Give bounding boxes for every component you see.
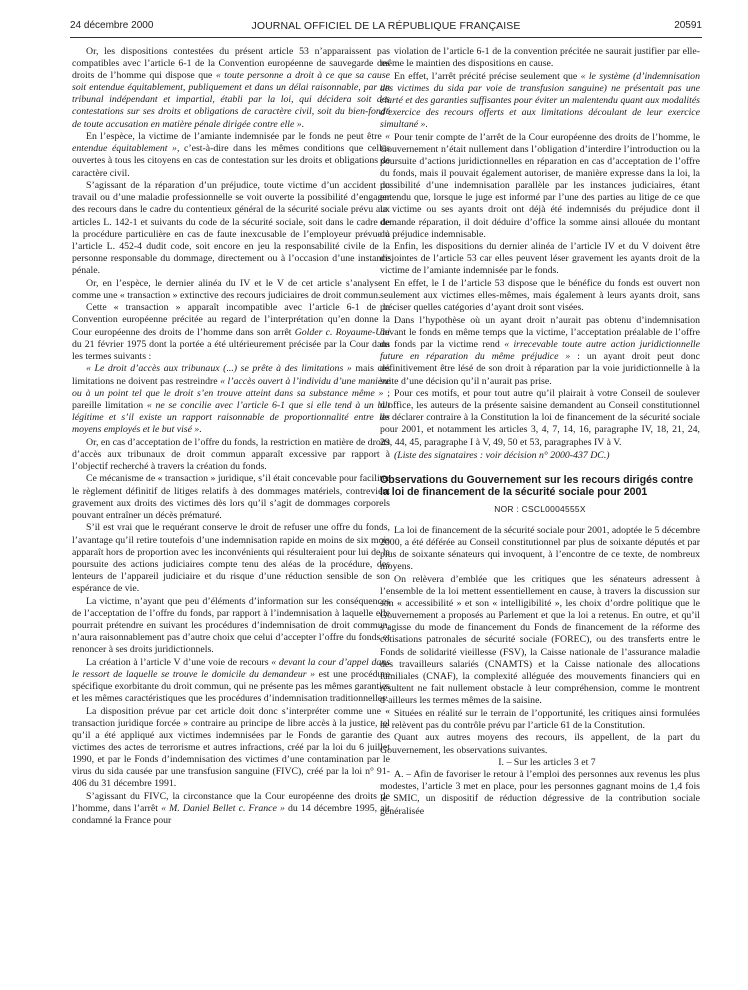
text-run: du 21 février 1975 dont la portée a été ultérieurement précisée par la Cour dans les termes suivants :	[72, 338, 390, 362]
paragraph	[72, 363, 390, 436]
text-run: S’agissant de la réparation d’un préjudice, toute victime d’un accident du travail ou d’une maladie professionnelle se voit ouverte la possibilité d’engager des recours dans le cadre du contentieux général de la sécurité sociale prévu aux articles L. 142-1 et suivants du code de la sécurité sociale, soit dans le cadre de la procédure particulière en cas de faute inexcusable de l’employeur prévue à l’article L. 452-4 dudit code, soit encore en jeu la responsabilité civile de la personne responsable du dommage, directement ou à l’occasion d’une instance pénale.	[72, 180, 390, 276]
paragraph	[380, 574, 700, 707]
text-run: Ce mécanisme de « transaction » juridique, s’il était concevable pour faciliter le règlement définitif de litiges relatifs à des dommages matériels, contrevient gravement aux droits des victimes dès lors qu’il s’agit de dommages corporels pouvant entraîner un décès prématuré.	[72, 473, 390, 521]
italic-quote: « entendue équitablement »	[72, 131, 390, 155]
header-rule	[70, 37, 702, 38]
text-run: Dans l’hypothèse où un ayant droit n’aurait pas obtenu d’indemnisation devant le fonds en même temps que la victime, l’acceptation préalable de l’offre du fonds par la victime rend	[380, 315, 700, 351]
left-column	[72, 46, 390, 976]
paragraph	[380, 525, 700, 573]
text-run: Situées en réalité sur le terrain de l’opportunité, les critiques ainsi formulées ne relèvent pas du contrôle prévu par l’article 61 de la Constitution.	[380, 707, 700, 731]
text-run: Pour ces motifs, et pour tout autre qu’il plairait à votre Conseil de soulever d’office, les auteurs de la présente saisine demandent au Conseil constitutionnel de déclarer contraire à la Constitution la loi de financement de la sécurité sociale pour 2001, et notamment les articles 3, 4, 7, 14, 16, paragraphe IV, 18, 21, 24, 29, 44, 45, paragraphe I à V, 49, 50 et 53, paragraphes IV à V.	[380, 388, 700, 448]
paragraph	[72, 278, 390, 302]
text-run: La création à l’article V d’une voie de recours	[86, 656, 272, 668]
text-run: du 14 décembre 1995, ait condamné la France pour	[72, 802, 390, 827]
text-run: En effet, l’arrêt précité précise seulement que	[394, 70, 581, 82]
italic-quote: « toute personne a droit à ce que sa cause soit entendue équitablement, publiquement et dans un délai raisonnable, par un tribunal indépendant et impartial, établi par la loi, qui décidera soit des contestations sur ses droits et obligations de caractère civil, soit du bien-fondé de toute accusation en matière pénale dirigée contre elle ».	[72, 70, 390, 130]
text-run: : un ayant droit peut donc définitivement être lésé de son droit à réparation par la voie juridictionnelle à la suite d’une décision qu’il n’aurait pas prise.	[380, 351, 700, 387]
nor-reference: NOR : CSCL0004555X	[494, 503, 586, 514]
italic-quote: « Le droit d’accès aux tribunaux (...) se prête à des limitations »	[86, 363, 352, 375]
text-run: Pour tenir compte de l’arrêt de la Cour européenne des droits de l’homme, le Gouvernement n’était nullement dans l’obligation d’interdire l’introduction ou la poursuite d’actions juridictionnelles en réparation en cas d’acceptation de l’offre du fonds, mais il pouvait également autoriser, de manière expresse dans la loi, la possibilité d’une indemnisation parallèle par les instances judiciaires, étant entendu que, lorsque le juge est informé par l’une des parties au litige de ce que la victime ou ses ayants droit ont déjà été indemnisés du préjudice dont il demande réparation, il doit déduire d’office la somme ainsi allouée du montant du préjudice indemnisable.	[380, 131, 700, 240]
italic-quote: « devant la cour d’appel dans le ressort de laquelle se trouve le domicile du demandeur »	[72, 656, 390, 680]
text-run: mais ces limitations ne doivent pas restreindre	[72, 363, 390, 387]
italic-quote: « l’accès ouvert à l’individu d’une manière ou à un point tel que le droit s’en trouve atteint dans sa substance même »	[72, 375, 390, 399]
right-paragraphs-bottom	[380, 525, 700, 757]
text-run: violation de l’article 6-1 de la convention précitée ne saurait justifier par elle-même le maintien des dispositions en cause.	[380, 46, 700, 70]
text-run: ; pareille limitation	[72, 387, 390, 411]
paragraph	[380, 132, 700, 241]
paragraph	[380, 46, 700, 70]
text-run: est une procédure spécifique exorbitante du droit commun, qui ne présente pas les mêmes garanties et les mêmes caractéristiques que les procédures d’indemnisation traditionnelles.	[72, 668, 390, 704]
left-paragraphs	[72, 46, 390, 827]
text-run: En l’espèce, la victime de l’amiante indemnisée par le fonds ne peut être	[86, 131, 386, 143]
paragraph	[72, 791, 390, 827]
text-run: S’il est vrai que le requérant conserve le droit de refuser une offre du fonds, l’avantage qu’il retire toutefois d’une indemnisation rapide en moins de six mois apparaît hors de proportion avec les inconvénients qui résulteraient pour lui de la poursuite des actions judiciaires compte tenu des aléas de la procédure, des lenteurs de l’appareil judiciaire et du risque d’une réduction sensible de son espérance de vie.	[72, 522, 390, 594]
text-run: On relèvera d’emblée que les critiques que les sénateurs adressent à l’ensemble de la loi mettent essentiellement en cause, à travers la discussion sur son « accessibilité » et son « intelligibilité », les choix d’ordre politique que le Gouvernement a proposés au Parlement et que la loi a retenus. En outre, et qu’il s’agisse du mode de financement du Fonds de financement de la réforme des cotisations patronales de sécurité sociale (FOREC), ou des transferts entre le Fonds de solidarité vieillesse (FSV), la Caisse nationale de l’assurance maladie des travailleurs salariés (CNAMTS) et la Caisse nationale des allocations familiales (CNAF), la complexité alléguée des mouvements financiers qui en résultent ne fait nullement obstacle à leur compréhension, comme le montrent d’ailleurs les termes mêmes de la saisine.	[380, 574, 700, 706]
italic-quote: « le système (d’indemnisation des victimes du sida par voie de transfusion sanguine) ne présentait pas une clarté et des garanties suffisantes pour éviter un malentendu quant aux modalités d’exercice des recours offerts et aux limitations découlant de leur exercice simultané ».	[380, 70, 700, 131]
header-journal-title: JOURNAL OFFICIEL DE LA RÉPUBLIQUE FRANÇAISE	[251, 20, 521, 32]
paragraph	[72, 706, 390, 791]
paragraph	[72, 596, 390, 656]
text-run: Or, en l’espèce, le dernier alinéa du IV et le V de cet article s’analysent comme une « transaction » extinctive des recours judiciaires de droit commun.	[72, 277, 390, 301]
right-paragraphs-top	[380, 46, 700, 449]
text-run: S’agissant du FIVC, la circonstance que la Cour européenne des droits de l’homme, dans l’arrêt	[72, 790, 390, 814]
text-run: La victime, n’ayant que peu d’éléments d’information sur les conséquences de l’acceptation de l’offre du fonds, par rapport à l’indemnisation à laquelle elle pourrait prétendre en suivant les procédures d’indemnisation de droit commun, n’aura raisonnablement pas d’autre choix que celui d’accepter l’offre du fonds et renoncer à ses droits juridictionnels.	[72, 595, 390, 655]
header-date: 24 décembre 2000	[70, 20, 154, 31]
paragraph	[380, 241, 700, 277]
header-page-number: 20591	[674, 20, 702, 31]
italic-quote: « ne se concilie avec l’article 6-1 que si elle tend à un but légitime et s’il existe un rapport raisonnable de proportionnalité entre les moyens employés et le but visé ».	[72, 399, 390, 435]
text-run: La disposition prévue par cet article doit donc s’interpréter comme une « transaction juridique forcée » contraire au principe de libre accès à la justice, tel qu’il a été appliqué aux victimes indemnisées par le Fonds de garantie des victimes des actes de terrorisme et autres infractions, créé par la loi du 6 juillet 1990, et par le Fonds d’indemnisation des victimes d’une contamination par le virus du sida causée par une transfusion sanguine (FIVC), créé par la loi n° 91-406 du 31 décembre 1991.	[72, 705, 390, 790]
italic-quote: « M. Daniel Bellet c. France »	[161, 802, 285, 814]
paragraph	[72, 302, 390, 362]
paragraph	[72, 473, 390, 521]
text-run: Cette « transaction » apparaît incompatible avec l’article 6-1 de la Convention européenne précitée au regard de l’interprétation qu’en donne la Cour européenne des droits de l’homme dans son arrêt	[72, 302, 390, 338]
text-run: Quant aux autres moyens des recours, ils appellent, de la part du Gouvernement, les observations suivantes.	[380, 732, 700, 756]
paragraph	[380, 71, 700, 131]
text-run: , c’est-à-dire dans les mêmes conditions que celles ouvertes à tous les citoyens en cas de contestation sur les droits et obligations de caractère civil.	[72, 143, 390, 179]
paragraph	[72, 657, 390, 705]
paragraph	[380, 278, 700, 314]
subheading: I. – Sur les articles 3 et 7	[498, 756, 596, 768]
paragraph	[380, 732, 700, 756]
paragraph	[72, 522, 390, 595]
text-run: Or, en cas d’acceptation de l’offre du fonds, la restriction en matière de droits d’accès aux tribunaux de droit commun apparaît excessive par rapport à l’objectif recherché à travers la création du fonds.	[72, 436, 390, 472]
text-run: Enfin, les dispositions du dernier alinéa de l’article IV et du V doivent être disjointes de l’article 53 car elles peuvent léser gravement les ayants droit de la victime de l’amiante indemnisée par le fonds.	[380, 241, 700, 277]
paragraph	[72, 180, 390, 277]
paragraph	[380, 388, 700, 448]
final-paragraph: A. – Afin de favoriser le retour à l’emploi des personnes aux revenus les plus modestes, l’article 3 met en place, pour les personnes gagnant moins de 1,4 fois le SMIC, un dispositif de réduction dégressive de la contribution sociale généralisée	[380, 769, 700, 817]
paragraph	[72, 46, 390, 131]
paragraph	[380, 315, 700, 388]
signatories-text: (Liste des signataires : voir décision n° 2000-437 DC.)	[394, 449, 610, 461]
italic-quote: « irrecevable toute autre action juridictionnelle future en réparation du même préjudice »	[380, 339, 700, 363]
paragraph	[72, 131, 390, 179]
right-column	[380, 46, 700, 976]
text-run: Or, les dispositions contestées du présent article 53 n’apparaissent pas compatibles avec l’article 6-1 de la Convention européenne de sauvegarde des droits de l’homme qui dispose que	[72, 46, 390, 82]
section-title: Observations du Gouvernement sur les recours dirigés contre la loi de financement de la sécurité sociale pour 2001	[380, 473, 694, 499]
text-run: La loi de financement de la sécurité sociale pour 2001, adoptée le 5 décembre 2000, a été déférée au Conseil constitutionnel par plus de soixante députés et par plus de soixante sénateurs qui invoquent, à l’encontre de ce texte, de nombreux moyens.	[380, 525, 700, 573]
paragraph	[380, 708, 700, 732]
italic-quote: Golder c. Royaume-Uni	[294, 326, 390, 338]
text-run: En effet, le I de l’article 53 dispose que le bénéfice du fonds est ouvert non seulement aux victimes elles-mêmes, mais également à leurs ayants droit, sans préciser quelles catégories d’ayant droit sont visées.	[380, 278, 700, 314]
signatories-note	[380, 450, 700, 462]
running-header	[70, 20, 702, 36]
paragraph	[72, 437, 390, 473]
